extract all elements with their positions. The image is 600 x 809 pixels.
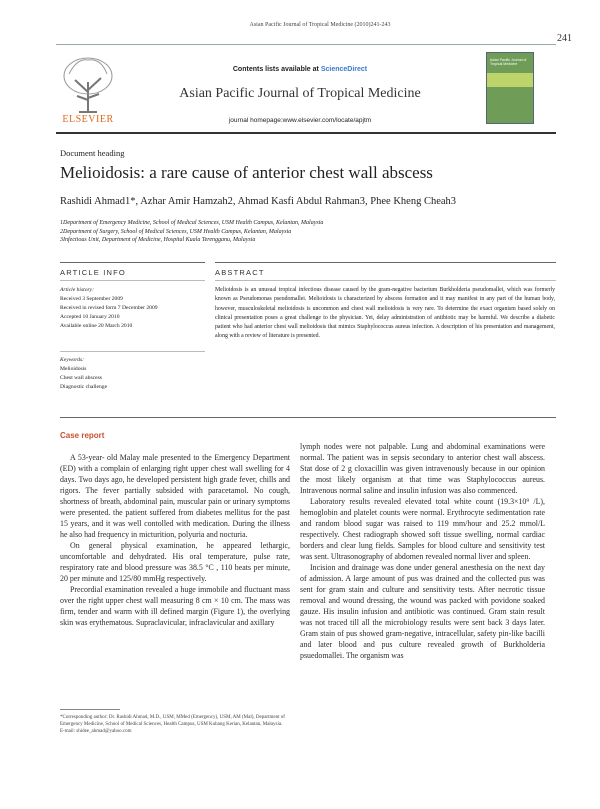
body-column-2 <box>300 441 545 661</box>
abstract-text: Melioidosis is an unusual tropical infectious disease caused by the gram-negative bacterium Burkholderia pseudomallei, which was formerly known as Pseudomonas pseudomallei. Melioidosis is characterized by abscess formation and it may manifest in any part of the human body, however, musculoskeletal melioidosis is uncommon and chest wall melioidosis is very rare. To determine the exact organism based solely on clinical presentation poses a great challenge to the physician. Yet, delay administration of antibiotic may be harmful. We describe a diabetic patient who had anterior chest wall melioidosis that mimics Staphylococcus aureus infection. A description of his presentation and management, along with a review of literature is presented. <box>215 287 555 340</box>
case-report-heading: Case report <box>60 431 105 440</box>
abstract-rule <box>215 262 556 263</box>
body-top-rule <box>60 417 556 418</box>
body-paragraph: lymph nodes were not palpable. Lung and abdominal examinations were normal. The patient was in sepsis secondary to anterior chest wall abscess. Stat dose of 2 g cloxacillin was given intravenously because in our opinion the most likely organism at that time was Staphylococcus aureus. Intravenous normal saline and insulin infusion was also commenced. <box>300 442 545 495</box>
abstract-heading: ABSTRACT <box>215 268 265 277</box>
cover-title: Asian Pacific Journal of Tropical Medicine <box>490 58 527 66</box>
journal-homepage[interactable]: journal homepage:www.elsevier.com/locate/apjtm <box>228 117 372 124</box>
document-heading: Document heading <box>60 148 125 158</box>
history-online: Available online 20 March 2010 <box>60 323 133 329</box>
article-info-heading: ARTICLE INFO <box>60 268 126 277</box>
footnote <box>60 714 300 735</box>
keyword-item: Melioidosis <box>60 366 87 372</box>
contents-line <box>150 66 450 73</box>
body-paragraph: Laboratory results revealed elevated total white count (19.3×10⁹ /L), hemoglobin and platelet counts were normal. Erythrocyte sedimentation rate and random blood sugar was raised to 119 mm/hour and 25.2 mmol/L respectively. Chest radiograph showed soft tissue swelling, normal cardiac borders and clear lung fields. Samples for blood culture and sensitivity test was sent. Ultrasonography of abdomen revealed normal liver and spleen. <box>300 497 545 561</box>
page-number: 241 <box>557 33 572 44</box>
keyword-item: Chest wall abscess <box>60 375 102 381</box>
body-paragraph: On general physical examination, he appeared lethargic, uncomfortable and dehydrated. His oral temperature, pulse rate, respiratory rate and blood pressure was 38.5 °C , 110 beats per minute, 20 per minute and 125/80 mmHg respectively. <box>60 541 290 583</box>
affiliation-2: 2Department of Surgery, School of Medical Sciences, USM Health Campus, Kelantan, Malaysia <box>60 228 292 235</box>
contents-prefix: Contents lists available at <box>232 66 319 73</box>
history-revised: Received in revised form 7 December 2009 <box>60 305 158 311</box>
history-label: Article history: <box>60 287 95 293</box>
footnote-rule <box>60 709 120 710</box>
body-column-1 <box>60 430 290 628</box>
elsevier-logo <box>57 52 119 126</box>
history-received: Received 3 September 2009 <box>60 296 123 302</box>
affiliation-1: 1Department of Emergency Medicine, School of Medical Sciences, USM Health Campus, Kelantan, Malaysia <box>60 220 324 226</box>
corresponding-author: *Corresponding author: Dr. Rashidi Ahmad, M.D., USM, MMed (Emergency), USM, AM (Mal), Department of Emergency Medicine, School of Medical Sciences, Health Campus, USM Kubang Kerian, Kelantan, Malaysia. <box>60 715 285 727</box>
running-head: Asian Pacific Journal of Tropical Medicine (2010)241-243 <box>249 22 391 28</box>
header-bottom-rule <box>56 132 556 134</box>
keyword-item: Diagnostic challenge <box>60 384 108 390</box>
affiliation-3: 3Infectious Unit, Department of Medicine, Hospital Kuala Terengganu, Malaysia <box>60 237 256 243</box>
keywords-rule <box>60 351 205 352</box>
keywords <box>60 356 200 392</box>
article-history <box>60 286 200 331</box>
cover-band <box>487 73 533 87</box>
body-paragraph: Precordial examination revealed a huge immobile and fluctuant mass over the right upper chest wall measuring 8 cm × 10 cm. The mass was firm, tender and warm with ill defined margin (Figure 1), the overlying skin was erythematous. Supraclavicular, infraclavicular and axillary <box>60 585 290 627</box>
sciencedirect-link[interactable]: ScienceDirect <box>320 66 368 73</box>
affiliations <box>60 219 323 245</box>
authors: Rashidi Ahmad1*, Azhar Amir Hamzah2, Ahmad Kasfi Abdul Rahman3, Phee Kheng Cheah3 <box>60 196 457 207</box>
author-email[interactable]: E-mail: shidee_ahmad@yahoo.com <box>60 729 132 734</box>
body-paragraph: A 53-year- old Malay male presented to the Emergency Department (ED) with a complain of enlarging right upper chest wall swelling for 4 days. Two days ago, he developed persistent high grade fever, chills and rigors. The fever partially subsided with paracetamol. No cough, shortness of breath, abdominal pain, muscular pain or urinary symptoms were presented. the patient suffered from diabetes mellitus for the past 15 years, and it was well contolled with medication. During the illness he also had frequency in micturition, polyuria and nocturia. <box>60 453 290 539</box>
elsevier-wordmark: ELSEVIER <box>62 114 114 125</box>
article-info-subrule <box>60 280 205 281</box>
article-info-rule <box>60 262 205 263</box>
journal-title: Asian Pacific Journal of Tropical Medicine <box>179 86 421 101</box>
history-accepted: Accepted 10 January 2010 <box>60 314 120 320</box>
header-top-rule <box>56 44 556 45</box>
body-paragraph: Incision and drainage was done under general anesthesia on the next day of admission. A large amount of pus was drained and the collected pus was sent for gram stain and culture and sensitivity tests. After necrotic tissue removal and wound dressing, the wound was packed with povidone soaked gauze. His insulin infusion and antibiotic was continued. Gram stain result was not traced till all the microbiology results were sent back 3 days later. Gram stain of pus showed gram-negative, intracellular, safety pin-like bacilli and later blood and pus culture revealed growth of Burkholderia psuedomallei. The organism was <box>300 563 545 660</box>
journal-cover-thumbnail <box>486 52 534 124</box>
article-title: Melioidosis: a rare cause of anterior chest wall abscess <box>60 163 433 182</box>
keywords-label: Keywords: <box>60 357 85 363</box>
abstract-subrule <box>215 280 556 281</box>
